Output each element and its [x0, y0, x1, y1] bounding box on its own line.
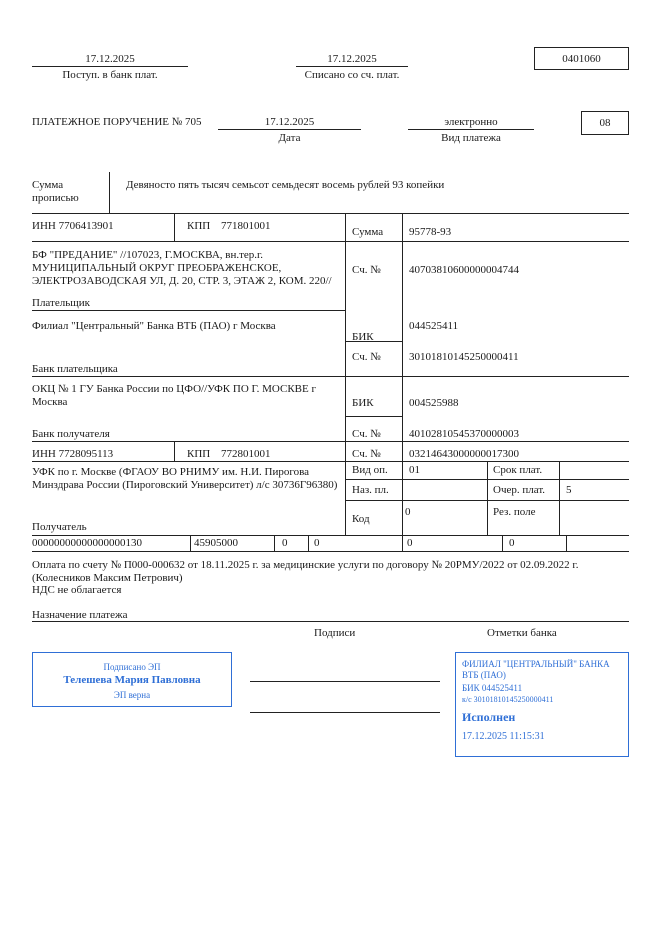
order-date-label: Дата	[278, 132, 301, 144]
bank-stamp-bik: БИК 044525411	[462, 683, 523, 693]
divider	[32, 376, 629, 377]
debited-label: Списано со сч. плат.	[304, 69, 400, 81]
payee-name: УФК по г. Москве (ФГАОУ ВО РНИМУ им. Н.И. Пирогова Минздрава России (Пироговский Университет) л/с 30736Г96380)	[32, 466, 338, 491]
payee-bank-label: Банк получателя	[32, 428, 110, 440]
debited-date: 17.12.2025	[327, 53, 377, 65]
op-type: 01	[409, 464, 420, 476]
divider	[566, 535, 567, 551]
divider	[345, 479, 629, 480]
payee-bank-account: 40102810545370000003	[409, 428, 519, 440]
tax-cell-basis: 0	[282, 537, 288, 549]
payer-bank-bik-label: БИК	[352, 331, 374, 343]
sum-value: 95778-93	[409, 226, 452, 238]
divider	[345, 241, 629, 242]
payment-type-label: Вид платежа	[441, 132, 501, 144]
bank-stamp	[455, 652, 629, 757]
signatures-label: Подписи	[314, 627, 356, 639]
amount-words: Девяносто пять тысяч семьсот семьдесят восемь рублей 93 копейки	[126, 179, 445, 191]
divider	[308, 535, 309, 551]
divider	[190, 535, 191, 551]
divider	[218, 129, 361, 130]
received-label: Поступ. в банк плат.	[62, 69, 158, 81]
payer-kpp: 771801001	[221, 220, 271, 232]
divider	[32, 551, 629, 552]
divider	[408, 129, 534, 130]
payee-kpp: 772801001	[221, 448, 271, 460]
code-label: Код	[352, 513, 370, 525]
tax-cell-oktmo: 45905000	[194, 537, 238, 549]
payer-account-label: Сч. №	[352, 264, 381, 276]
purpose-code-label: Наз. пл.	[352, 484, 389, 496]
payer-bank-name: Филиал "Центральный" Банка ВТБ (ПАО) г Москва	[32, 320, 276, 332]
payer-bank-bik: 044525411	[409, 320, 459, 332]
payer-bank-account: 30101810145250000411	[409, 351, 519, 363]
payee-inn: ИНН 7728095113	[32, 448, 114, 460]
payee-kpp-label: КПП	[187, 448, 211, 460]
divider	[32, 213, 629, 214]
divider	[402, 535, 403, 551]
signature-line	[250, 681, 440, 682]
payee-bank-name: ОКЦ № 1 ГУ Банка России по ЦФО//УФК ПО Г. МОСКВЕ г Москва	[32, 383, 316, 408]
bank-stamp-name: ФИЛИАЛ "ЦЕНТРАЛЬНЫЙ" БАНКА ВТБ (ПАО)	[462, 659, 610, 680]
purpose-text: Оплата по счету № П000-000632 от 18.11.2025 г. за медицинские услуги по договору № 20РМУ/2022 от 02.09.2022 г. (Колесников Максим Петрович)	[32, 559, 579, 584]
divider	[487, 461, 488, 535]
payer-bank-label: Банк плательщика	[32, 363, 118, 375]
divider	[345, 213, 346, 535]
status-code: 08	[581, 111, 629, 135]
purpose-label: Назначение платежа	[32, 609, 128, 621]
code-value: 0	[405, 506, 411, 518]
payer-kpp-label: КПП	[187, 220, 211, 232]
payer-bank-account-label: Сч. №	[352, 351, 381, 363]
signature-stamp-title: Подписано ЭП	[103, 662, 161, 672]
signature-stamp-valid: ЭП верна	[113, 690, 151, 700]
divider	[32, 441, 629, 442]
payee-bank-bik: 004525988	[409, 397, 459, 409]
divider	[502, 535, 503, 551]
divider	[32, 66, 188, 67]
divider	[32, 535, 629, 536]
payee-label: Получатель	[32, 521, 87, 533]
divider	[296, 66, 408, 67]
divider	[174, 441, 175, 461]
received-date: 17.12.2025	[85, 53, 135, 65]
divider	[559, 461, 560, 535]
amount-words-label: Сумма прописью	[32, 179, 79, 204]
bank-stamp-ks: к/с 30101810145250000411	[462, 695, 554, 704]
divider	[274, 535, 275, 551]
tax-cell-docdate: 0	[509, 537, 515, 549]
payer-inn: ИНН 7706413901	[32, 220, 114, 232]
divider	[345, 416, 402, 417]
term-label: Срок плат.	[493, 464, 543, 476]
sum-label: Сумма	[352, 226, 384, 238]
payee-account-label: Сч. №	[352, 448, 381, 460]
divider	[32, 241, 345, 242]
payee-account: 03214643000000017300	[409, 448, 519, 460]
page-title: ПЛАТЕЖНОЕ ПОРУЧЕНИЕ № 705	[32, 116, 202, 128]
op-type-label: Вид оп.	[352, 464, 388, 476]
bank-marks-label: Отметки банка	[487, 627, 557, 639]
divider	[32, 310, 345, 311]
payment-type: электронно	[444, 116, 498, 128]
payee-bank-account-label: Сч. №	[352, 428, 381, 440]
form-code: 0401060	[534, 47, 629, 70]
priority-label: Очер. плат.	[493, 484, 546, 496]
tax-cell-kbk: 00000000000000000130	[32, 537, 142, 549]
divider	[345, 500, 629, 501]
reserve-label: Рез. поле	[493, 506, 536, 518]
vat-note: НДС не облагается	[32, 584, 122, 596]
payer-account: 40703810600000004744	[409, 264, 519, 276]
tax-cell-docnum: 0	[407, 537, 413, 549]
signature-stamp	[32, 652, 232, 707]
bank-stamp-datetime: 17.12.2025 11:15:31	[462, 731, 545, 742]
signature-stamp-name: Телешева Мария Павловна	[63, 674, 201, 686]
payee-bank-bik-label: БИК	[352, 397, 374, 409]
divider	[32, 621, 629, 622]
order-date: 17.12.2025	[264, 116, 315, 128]
divider	[402, 213, 403, 535]
payer-name: БФ "ПРЕДАНИЕ" //107023, Г.МОСКВА, вн.тер.г. МУНИЦИПАЛЬНЫЙ ОКРУГ ПРЕОБРАЖЕНСКОЕ, ЭЛЕКТРОЗАВОДСКАЯ УЛ, Д. 20, СТР. 3, ЭТАЖ 2, КОМ. 220//	[32, 249, 332, 287]
bank-stamp-status: Исполнен	[462, 710, 516, 724]
priority-value: 5	[566, 484, 572, 496]
divider	[32, 461, 629, 462]
divider	[174, 213, 175, 241]
payer-label: Плательщик	[32, 297, 90, 309]
signature-line	[250, 712, 440, 713]
divider	[109, 172, 110, 213]
tax-cell-period: 0	[314, 537, 320, 549]
